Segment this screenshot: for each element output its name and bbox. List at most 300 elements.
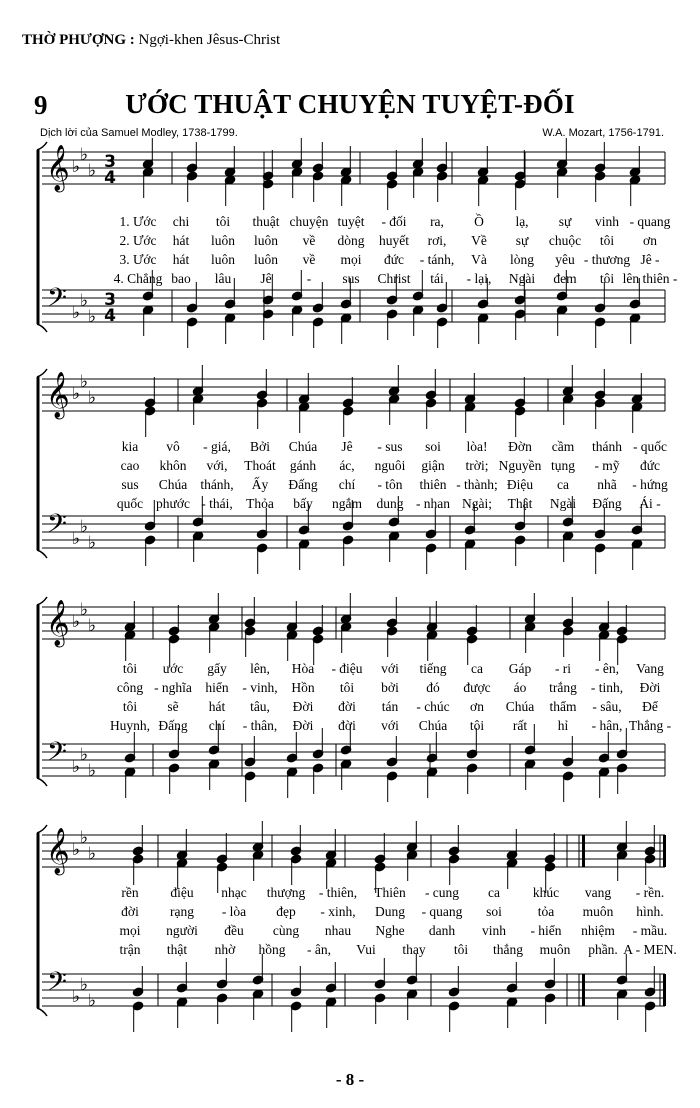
bass-note — [466, 763, 477, 794]
lyric-syllable: sus — [342, 271, 360, 286]
lyric-syllable: ca — [557, 477, 569, 492]
alto-note — [312, 171, 323, 202]
lyric-syllable: - ên, — [595, 661, 619, 676]
lyric-syllable: về — [302, 252, 316, 267]
bass-note — [256, 543, 267, 574]
lyric-syllable: đức — [383, 252, 405, 267]
lyric-syllable: Dung — [375, 904, 405, 919]
flat-sign: ♭ — [80, 975, 89, 995]
alto-note — [631, 402, 642, 433]
lyric-line-verse-4 — [0, 496, 700, 514]
lyric-syllable: Chúa — [505, 699, 535, 714]
lyric-syllable: nhiệm — [581, 923, 615, 938]
soprano-note — [616, 605, 627, 636]
lyric-line-verse-2 — [0, 904, 700, 922]
soprano-note — [144, 377, 155, 408]
time-signature-bottom: 4 — [104, 306, 116, 326]
lyric-syllable: thay — [402, 942, 426, 957]
lyric-syllable: tâu, — [250, 699, 270, 714]
lyric-syllable: bởi — [381, 680, 399, 695]
bass-note — [425, 543, 436, 574]
lyric-syllable: chí — [338, 477, 356, 492]
soprano-note — [176, 829, 187, 860]
soprano-note — [629, 146, 640, 177]
lyric-syllable: mọi — [340, 252, 362, 267]
lyric-syllable: - tánh, — [419, 252, 455, 267]
lyric-syllable: vô — [166, 439, 180, 454]
alto-note — [386, 179, 397, 210]
lyric-syllable: chi — [172, 214, 190, 229]
lyric-syllable: nguôi — [374, 458, 406, 473]
lyric-syllable: - — [306, 271, 312, 286]
soprano-note — [342, 377, 353, 408]
lyric-syllable: đời — [121, 904, 139, 919]
soprano-note — [598, 601, 609, 632]
lyric-syllable: hồng — [258, 942, 286, 957]
bass-note — [142, 305, 153, 336]
lyric-syllable: điệu — [170, 885, 194, 900]
soprano-note — [524, 593, 535, 624]
lyric-syllable: Vui — [356, 942, 376, 957]
tenor-note — [644, 966, 655, 997]
final-barline — [582, 974, 585, 1006]
lyric-syllable: thánh, — [200, 477, 234, 492]
lyric-syllable: tôi — [469, 718, 485, 733]
tenor-note — [506, 962, 517, 993]
lyric-syllable: người — [166, 923, 198, 938]
alto-note — [562, 626, 573, 657]
bass-note — [244, 771, 255, 802]
lyric-syllable: danh — [428, 923, 456, 938]
alto-note — [142, 167, 153, 198]
lyric-line-verse-3 — [0, 252, 700, 270]
alto-note — [144, 406, 155, 437]
lyric-syllable: ca — [471, 661, 483, 676]
soprano-note — [448, 825, 459, 856]
lyric-syllable: hỉ — [557, 718, 569, 733]
lyric-line-verse-1 — [0, 661, 700, 679]
alto-note — [192, 394, 203, 425]
lyric-syllable: kia — [121, 439, 139, 454]
alto-note — [616, 850, 627, 881]
lyric-syllable: muôn — [582, 904, 614, 919]
soprano-note — [425, 369, 436, 400]
soprano-note — [594, 142, 605, 173]
soprano-note — [466, 605, 477, 636]
treble-clef: 𝄞 — [46, 372, 70, 418]
alto-note — [556, 167, 567, 198]
alto-note — [477, 175, 488, 206]
tenor-note — [598, 732, 609, 763]
lyric-syllable: lên, — [250, 661, 270, 676]
lyric-syllable: Ái - — [639, 496, 661, 511]
lyric-syllable: đời — [338, 718, 356, 733]
lyric-syllable: yêu — [555, 252, 575, 267]
lyric-syllable: đẹp — [276, 904, 296, 919]
lyric-line-verse-4 — [0, 942, 700, 960]
lyric-syllable: ác, — [339, 458, 355, 473]
alto-note — [426, 630, 437, 661]
lyric-line-verse-3 — [0, 699, 700, 717]
alto-note — [386, 626, 397, 657]
lyric-syllable: vinh — [594, 214, 620, 229]
lyric-syllable: ca — [488, 885, 500, 900]
lyric-syllable: ngắm — [332, 496, 362, 511]
lyric-syllable: Christ — [377, 271, 411, 286]
bass-clef: 𝄢 — [47, 509, 67, 545]
alto-note — [244, 626, 255, 657]
soprano-note — [374, 833, 385, 864]
lyric-syllable: với — [381, 661, 399, 676]
lyric-syllable: thánh — [592, 439, 622, 454]
lyric-syllable: Đờn — [508, 439, 532, 454]
lyric-syllable: giận — [421, 458, 445, 473]
flat-sign: ♭ — [80, 291, 89, 311]
flat-sign: ♭ — [72, 303, 81, 323]
lyric-syllable: Vang — [636, 661, 664, 676]
lyric-syllable: thắng — [493, 942, 523, 957]
lyric-syllable: hiển — [205, 680, 229, 695]
lyric-syllable: Chúa — [158, 477, 188, 492]
lyric-syllable: công — [116, 680, 144, 695]
flat-sign: ♭ — [72, 840, 81, 860]
bass-note — [340, 759, 351, 790]
lyric-syllable: Đời — [292, 699, 314, 714]
lyric-syllable: khôn — [159, 458, 187, 473]
bass-note — [412, 305, 423, 336]
lyric-syllable: Jê — [260, 271, 272, 286]
lyric-syllable: thuật — [252, 214, 280, 229]
lyric-syllable: - rền. — [635, 885, 665, 900]
lyric-syllable: Ngài; — [462, 496, 492, 511]
time-signature-top: 3 — [104, 290, 116, 310]
lyric-syllable: lòng — [509, 252, 535, 267]
lyric-syllable: 3. Ước — [119, 252, 157, 267]
lyric-syllable: tôi — [599, 271, 615, 286]
lyric-syllable: 4. Chẳng — [113, 271, 163, 286]
tenor-note — [176, 962, 187, 993]
lyric-syllable: tái — [430, 271, 444, 286]
alto-note — [124, 630, 135, 661]
lyric-syllable: Đấng — [288, 477, 318, 492]
lyric-line-verse-1 — [0, 214, 700, 232]
lyric-syllable: chuộc — [548, 233, 582, 248]
alto-note — [298, 402, 309, 433]
lyric-syllable: Về — [471, 233, 487, 248]
soprano-note — [325, 829, 336, 860]
soprano-note — [286, 601, 297, 632]
flat-sign: ♭ — [88, 991, 97, 1011]
lyric-syllable: - ri — [554, 661, 572, 676]
bass-note — [168, 763, 179, 794]
bass-note — [388, 531, 399, 562]
lyric-line-verse-2 — [0, 458, 700, 476]
bass-note — [312, 763, 323, 794]
lyric-syllable: lạ, — [515, 214, 529, 229]
soprano-note — [562, 597, 573, 628]
lyric-syllable: - lại, — [466, 271, 492, 286]
final-barline — [582, 835, 585, 867]
bass-note — [386, 309, 397, 340]
alto-note — [132, 854, 143, 885]
tenor-note — [286, 732, 297, 763]
lyric-syllable: ơn — [643, 233, 657, 248]
lyric-syllable: Để — [642, 699, 658, 714]
flat-sign: ♭ — [80, 145, 89, 165]
soprano-note — [436, 142, 447, 173]
soprano-note — [616, 821, 627, 852]
soprano-note — [224, 146, 235, 177]
lyric-syllable: ra, — [430, 214, 444, 229]
flat-sign: ♭ — [72, 384, 81, 404]
bass-note — [644, 1001, 655, 1032]
time-signature-bottom: 4 — [104, 168, 116, 188]
lyric-syllable: Chúa — [288, 439, 318, 454]
soprano-note — [506, 829, 517, 860]
brace-hook — [37, 778, 47, 786]
bass-note — [406, 989, 417, 1020]
lyric-syllable: hát — [208, 699, 226, 714]
alto-note — [186, 171, 197, 202]
bass-note — [186, 317, 197, 348]
flat-sign: ♭ — [88, 307, 97, 327]
bass-clef: 𝄢 — [47, 737, 67, 773]
lyric-syllable: - tôn — [377, 477, 403, 492]
lyric-syllable: - xinh, — [320, 904, 356, 919]
bass-note — [426, 767, 437, 798]
alto-note — [524, 622, 535, 653]
brace-hook — [37, 1008, 47, 1016]
lyric-syllable: tôi — [453, 942, 469, 957]
lyric-syllable: Đấng — [158, 718, 188, 733]
lyric-syllable: huyết — [379, 233, 409, 248]
lyric-syllable: - nghĩa — [154, 680, 192, 695]
soprano-note — [186, 142, 197, 173]
soprano-note — [477, 146, 488, 177]
lyric-syllable: - quang — [421, 904, 463, 919]
lyric-syllable: luôn — [210, 252, 236, 267]
tenor-note — [386, 736, 397, 767]
bass-note — [524, 759, 535, 790]
lyric-syllable: Thoát — [244, 458, 276, 473]
bass-note — [562, 771, 573, 802]
bass-clef: 𝄢 — [47, 283, 67, 319]
alto-note — [286, 630, 297, 661]
flat-sign: ♭ — [72, 757, 81, 777]
bass-note — [629, 313, 640, 344]
lyric-syllable: nhờ — [214, 942, 236, 957]
alto-note — [412, 167, 423, 198]
bass-note — [290, 1001, 301, 1032]
alto-note — [644, 854, 655, 885]
flat-sign: ♭ — [88, 761, 97, 781]
lyric-syllable: Thiên — [374, 885, 406, 900]
lyric-syllable: trận — [119, 942, 141, 957]
lyric-syllable: bấy — [293, 496, 313, 511]
soprano-note — [132, 825, 143, 856]
soprano-note — [192, 365, 203, 396]
lyric-syllable: Điệu — [506, 477, 534, 492]
lyric-syllable: Jê — [341, 439, 353, 454]
soprano-note — [388, 365, 399, 396]
flat-sign: ♭ — [88, 388, 97, 408]
treble-clef: 𝄞 — [46, 828, 70, 874]
lyric-syllable: nhã — [597, 477, 617, 492]
alto-note — [436, 171, 447, 202]
alto-note — [262, 179, 273, 210]
soprano-note — [514, 377, 525, 408]
lyric-syllable: thượng — [266, 885, 306, 900]
alto-note — [291, 167, 302, 198]
lyric-syllable: ước — [162, 661, 184, 676]
lyric-syllable: - hứng — [632, 477, 668, 492]
brace-hook — [37, 324, 47, 332]
bass-note — [477, 313, 488, 344]
lyric-syllable: chuyện — [289, 214, 329, 229]
alto-note — [514, 406, 525, 437]
alto-note — [224, 175, 235, 206]
lyric-syllable: Ấy — [251, 477, 269, 492]
bass-note — [598, 767, 609, 798]
lyric-syllable: đức — [639, 458, 661, 473]
lyric-syllable: 1. Ước — [119, 214, 157, 229]
alto-note — [598, 630, 609, 661]
alto-note — [252, 850, 263, 881]
bass-note — [386, 771, 397, 802]
soprano-note — [340, 593, 351, 624]
hymn-number: 9 — [34, 90, 48, 120]
lyric-syllable: sus — [121, 477, 139, 492]
lyric-syllable: Đời — [292, 718, 314, 733]
bass-note — [594, 317, 605, 348]
bass-note — [436, 317, 447, 348]
flat-sign: ♭ — [80, 517, 89, 537]
alto-note — [406, 850, 417, 881]
bass-note — [262, 309, 273, 340]
lyric-syllable: thật — [166, 942, 188, 957]
lyric-syllable: - mỹ — [594, 458, 620, 473]
soprano-note — [386, 150, 397, 181]
lyric-syllable: hát — [172, 233, 190, 248]
lyric-syllable: cao — [120, 458, 140, 473]
lyric-syllable: trắng — [549, 680, 577, 695]
soprano-note — [464, 373, 475, 404]
lyric-syllable: thiên — [419, 477, 447, 492]
lyric-syllable: Thật — [507, 496, 533, 511]
lyric-syllable: luôn — [253, 233, 279, 248]
lyric-syllable: thẩm — [549, 699, 577, 714]
bass-note — [342, 535, 353, 566]
bass-note — [252, 989, 263, 1020]
lyric-syllable: - ân, — [307, 942, 331, 957]
lyric-syllable: - cung — [424, 885, 460, 900]
flat-sign: ♭ — [88, 616, 97, 636]
flat-sign: ♭ — [80, 745, 89, 765]
alto-note — [464, 402, 475, 433]
lyric-syllable: tuyệt — [337, 214, 365, 229]
soprano-note — [256, 369, 267, 400]
alto-note — [594, 171, 605, 202]
lyric-syllable: soi — [486, 904, 502, 919]
section-subtitle: Ngợi-khen Jêsus-Christ — [138, 32, 281, 48]
alto-note — [388, 394, 399, 425]
lyric-syllable: chí — [208, 718, 226, 733]
lyric-syllable: khúc — [532, 885, 560, 900]
tenor-note — [325, 962, 336, 993]
tenor-note — [426, 732, 437, 763]
lyric-syllable: Ngài — [508, 271, 536, 286]
alto-note — [594, 398, 605, 429]
lyric-syllable: tôi — [215, 214, 231, 229]
lyric-syllable: gánh — [289, 458, 317, 473]
soprano-note — [562, 365, 573, 396]
bass-note — [616, 763, 627, 794]
lyric-syllable: dòng — [337, 233, 365, 248]
flat-sign: ♭ — [80, 828, 89, 848]
lyric-syllable: tán — [381, 699, 399, 714]
flat-sign: ♭ — [88, 161, 97, 181]
lyric-syllable: đó — [426, 680, 440, 695]
alto-note — [342, 406, 353, 437]
lyricist-credit: Dịch lời của Samuel Modley, 1738-1799. — [40, 127, 238, 139]
lyric-syllable: - mầu. — [632, 923, 668, 938]
lyric-syllable: - quang — [629, 214, 671, 229]
flat-sign: ♭ — [72, 157, 81, 177]
lyric-syllable: sự — [515, 233, 529, 248]
lyric-syllable: - thương — [583, 252, 631, 267]
bass-clef: 𝄢 — [47, 967, 67, 1003]
bass-note — [562, 531, 573, 562]
bass-note — [594, 543, 605, 574]
alto-note — [208, 622, 219, 653]
bass-note — [464, 539, 475, 570]
bass-note — [374, 993, 385, 1024]
soprano-note — [556, 138, 567, 169]
lyric-syllable: - thân, — [242, 718, 278, 733]
soprano-note — [644, 825, 655, 856]
bass-note — [298, 539, 309, 570]
lyric-syllable: nhạc — [221, 885, 247, 900]
bass-note — [192, 531, 203, 562]
bass-note — [448, 1001, 459, 1032]
lyric-syllable: trời; — [465, 458, 489, 473]
treble-clef: 𝄞 — [46, 600, 70, 646]
lyric-syllable: - chúc — [416, 699, 450, 714]
lyric-syllable: phần. — [588, 942, 618, 957]
soprano-note — [168, 605, 179, 636]
lyric-line-verse-3 — [0, 477, 700, 495]
bass-note — [124, 767, 135, 798]
lyric-syllable: rất — [512, 718, 528, 733]
lyric-line-verse-2 — [0, 233, 700, 251]
lyric-syllable: - thái, — [201, 496, 233, 511]
alto-note — [256, 398, 267, 429]
lyric-syllable: - đối — [381, 214, 407, 229]
lyric-line-verse-2 — [0, 680, 700, 698]
section-label: THỜ PHƯỢNG : — [22, 32, 135, 48]
lyric-syllable: Huynh, — [109, 718, 151, 733]
final-barline — [663, 974, 666, 1006]
lyric-syllable: gẩy — [207, 661, 227, 676]
lyric-syllable: - thành; — [456, 477, 498, 492]
lyric-syllable: lên thiên - — [622, 271, 678, 286]
lyric-syllable: cầm — [551, 439, 575, 454]
alto-note — [562, 394, 573, 425]
lyric-line-verse-1 — [0, 885, 700, 903]
lyric-syllable: tôi — [122, 699, 138, 714]
bass-note — [340, 313, 351, 344]
tenor-note — [216, 958, 227, 989]
